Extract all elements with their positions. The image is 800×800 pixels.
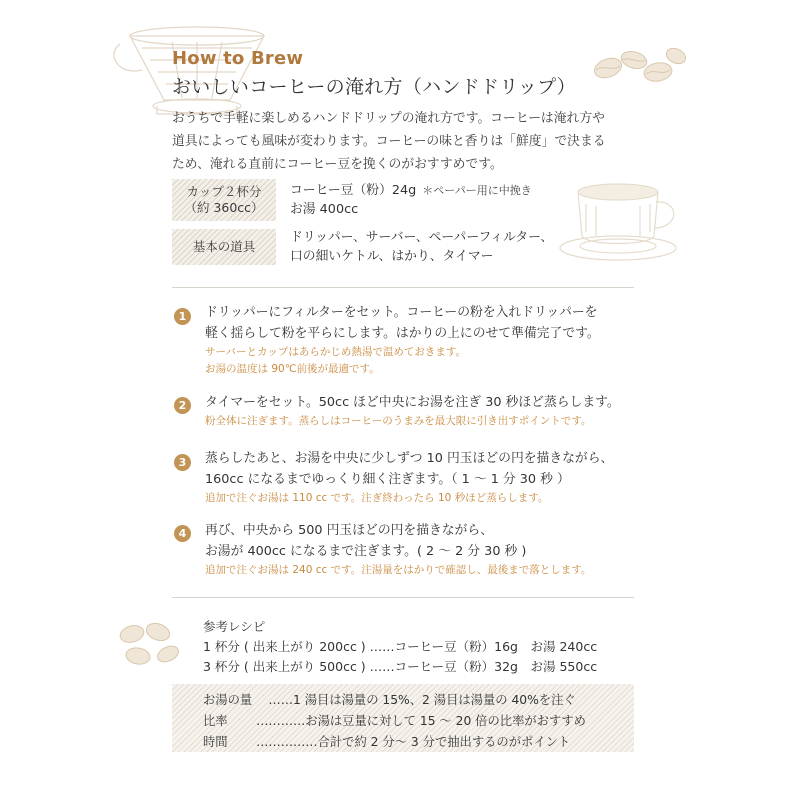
servings-label-line: カップ２杯分 (186, 184, 262, 199)
step-text: お湯が 400cc になるまで注ぎます。( 2 ～ 2 分 30 秒 ) (205, 544, 527, 559)
step-number-2: 2 (174, 397, 191, 414)
step-note: 粉全体に注ぎます。蒸らしはコーヒーのうまみを最大限に引き出すポイントです。 (205, 415, 592, 427)
tools-label-text: 基本の道具 (192, 239, 256, 254)
step-number-3: 3 (174, 454, 191, 471)
coffee-cup-icon (556, 170, 688, 270)
step-note: 追加で注ぐお湯は 240 cc です。注湯量をはかりで確認し、最後まで落とします。 (205, 564, 592, 576)
intro-paragraph (172, 107, 642, 176)
servings-label-line: （約 360cc） (184, 200, 264, 215)
tip-row: 時間 ……………合計で約 2 分～ 3 分で抽出するのがポイント (203, 735, 571, 749)
step-text: タイマーをセット。50cc ほど中央にお湯を注ぎ 30 秒ほど蒸らします。 (205, 395, 620, 410)
step-text: 160cc になるまでゆっくり細く注ぎます。（ 1 ～ 1 分 30 秒 ） (205, 472, 570, 487)
tools-detail (290, 228, 553, 266)
reference-title: 参考レシピ (203, 619, 266, 634)
tools-line: ドリッパー、サーバー、ペーパーフィルター、 (290, 230, 554, 245)
reference-row: 1 杯分 ( 出来上がり 200cc ) ……コーヒー豆（粉）16g お湯 240cc (203, 639, 598, 654)
section-divider (172, 597, 634, 598)
reference-row: 3 杯分 ( 出来上がり 500cc ) ……コーヒー豆（粉）32g お湯 550cc (203, 659, 598, 674)
water-amount: お湯 400cc (290, 202, 359, 217)
step-2 (205, 392, 645, 430)
intro-line: 道具によっても風味が変わります。コーヒーの味と香りは「鮮度」で決まる (172, 134, 606, 149)
section-divider (172, 287, 634, 288)
tools-label (172, 229, 276, 265)
step-number-4: 4 (174, 525, 191, 542)
step-text: 再び、中央から 500 円玉ほどの円を描きながら、 (205, 523, 493, 538)
tip-row: 比率 …………お湯は豆量に対して 15 ～ 20 倍の比率がおすすめ (203, 714, 586, 728)
step-text: 軽く揺らして粉を平らにします。はかりの上にのせて準備完了です。 (205, 326, 600, 341)
step-note: お湯の温度は 90℃前後が最適です。 (205, 363, 380, 375)
tip-row: お湯の量 ……1 湯目は湯量の 15%、2 湯目は湯量の 40%を注ぐ (203, 693, 576, 707)
coffee-beans-icon (114, 618, 188, 670)
step-text: ドリッパーにフィルターをセット。コーヒーの粉を入れドリッパーを (205, 305, 598, 320)
servings-label (172, 179, 276, 221)
step-note: 追加で注ぐお湯は 110 cc です。注ぎ終わったら 10 秒ほど蒸らします。 (205, 492, 549, 504)
step-note: サーバーとカップはあらかじめ熱湯で温めておきます。 (205, 346, 467, 358)
intro-line: おうちで手軽に楽しめるハンドドリップの淹れ方です。コーヒーは淹れ方や (172, 111, 605, 126)
step-3 (205, 448, 645, 507)
intro-line: ため、淹れる直前にコーヒー豆を挽くのがおすすめです。 (172, 157, 503, 172)
servings-amount: コーヒー豆（粉）24g (290, 183, 417, 198)
grind-note: ＊ペーパー用に中挽き (422, 184, 532, 197)
step-1 (205, 302, 645, 378)
brand-title: How to Brew (172, 48, 304, 69)
servings-detail (290, 181, 532, 219)
step-number-1: 1 (174, 308, 191, 325)
step-text: 蒸らしたあと、お湯を中央に少しずつ 10 円玉ほどの円を描きながら、 (205, 451, 614, 466)
tools-line: 口の細いケトル、はかり、タイマー (290, 249, 494, 264)
page-title: おいしいコーヒーの淹れ方（ハンドドリップ） (172, 76, 576, 98)
step-4 (205, 520, 645, 579)
coffee-beans-icon (588, 42, 688, 92)
